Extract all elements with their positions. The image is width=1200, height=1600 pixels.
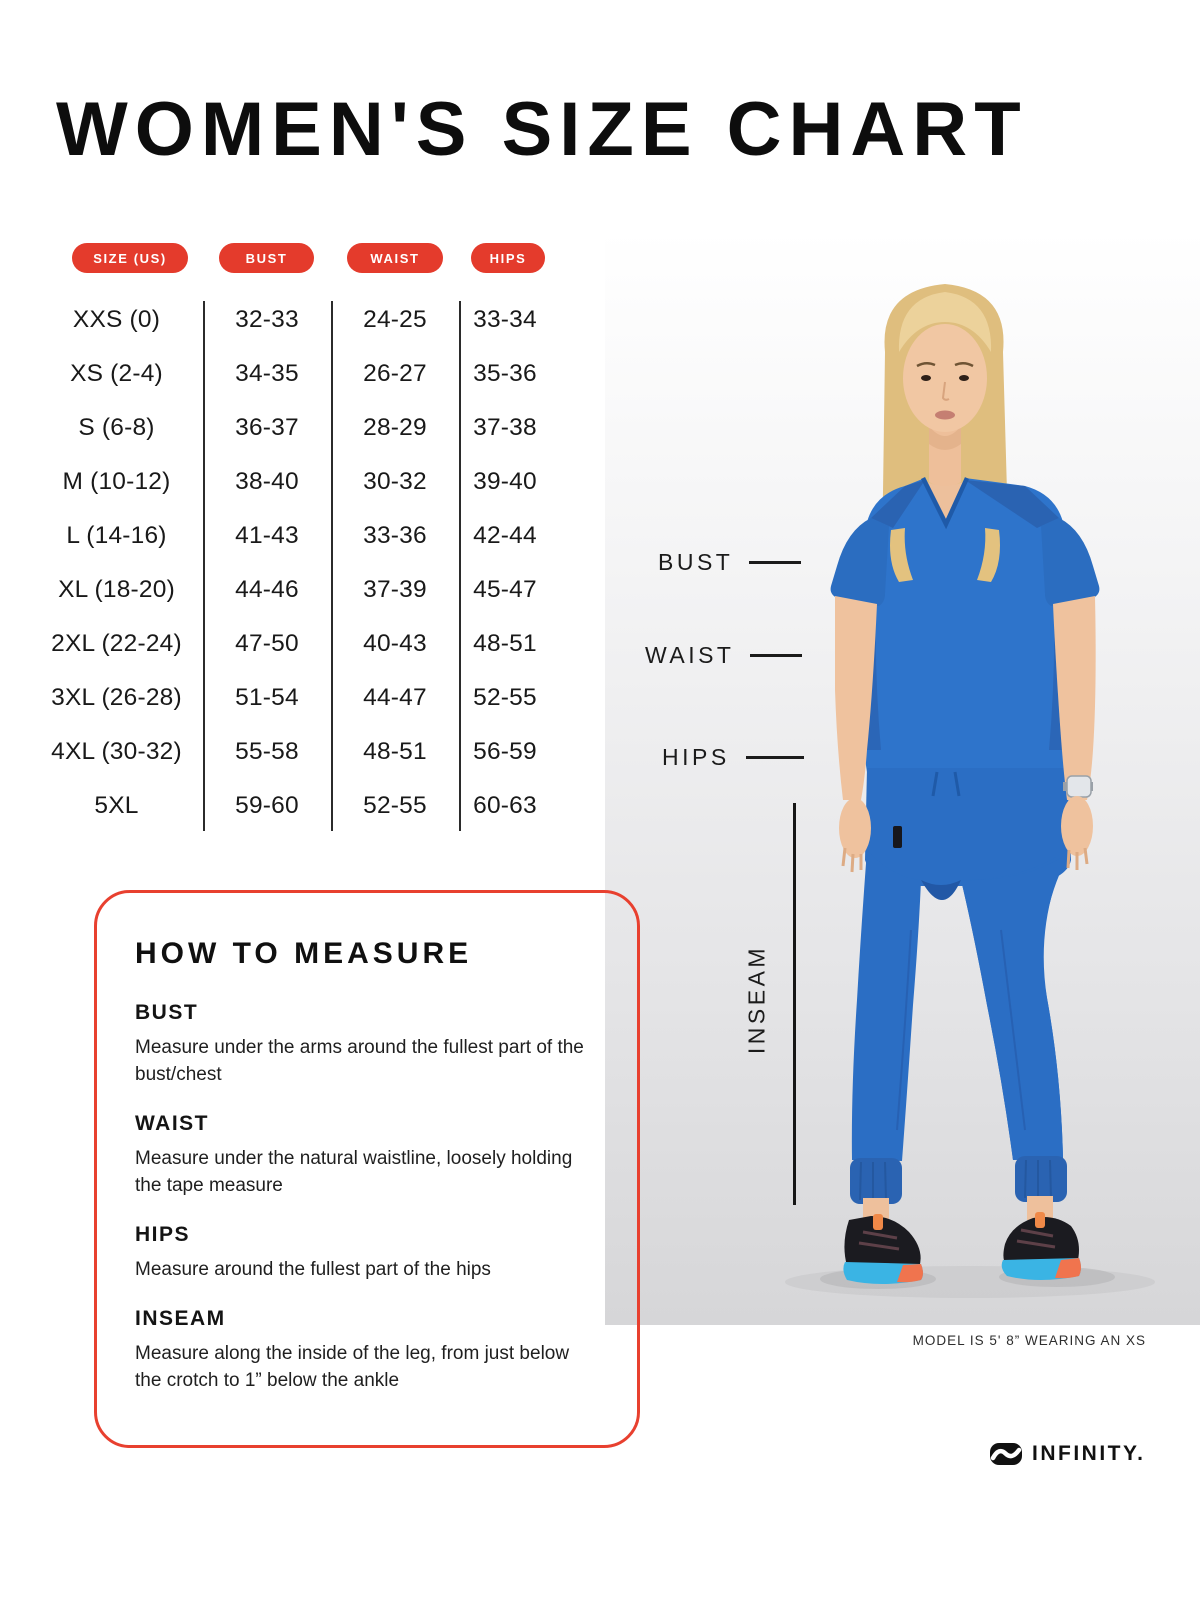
infinity-icon bbox=[990, 1443, 1022, 1465]
cell-hips: 37-38 bbox=[473, 414, 537, 441]
cell-size: 4XL (30-32) bbox=[51, 738, 182, 765]
hips-pointer-label: HIPS bbox=[662, 744, 730, 770]
cell-waist: 26-27 bbox=[363, 360, 427, 387]
measure-section-text-inseam: Measure along the inside of the leg, from just below the crotch to 1” below the ankle bbox=[135, 1343, 570, 1391]
how-to-measure-title: HOW TO MEASURE bbox=[135, 937, 473, 970]
table-row bbox=[30, 779, 551, 833]
cell-bust: 34-35 bbox=[235, 360, 299, 387]
cell-waist: 28-29 bbox=[363, 414, 427, 441]
cell-waist: 52-55 bbox=[363, 792, 427, 819]
table-divider bbox=[203, 301, 205, 831]
bust-pointer-label: BUST bbox=[658, 549, 734, 575]
bust-pointer bbox=[658, 549, 801, 576]
cell-size: XS (2-4) bbox=[70, 360, 163, 387]
bust-pointer-line bbox=[749, 561, 801, 564]
measure-section-label-inseam: INSEAM bbox=[135, 1307, 226, 1330]
hips-pointer-line bbox=[746, 756, 804, 759]
cell-size: XXS (0) bbox=[72, 306, 161, 333]
cell-size: XL (18-20) bbox=[58, 576, 175, 603]
cell-waist: 30-32 bbox=[363, 468, 427, 495]
table-row bbox=[30, 617, 551, 671]
cell-bust: 59-60 bbox=[235, 792, 299, 819]
table-row bbox=[30, 401, 551, 455]
table-divider bbox=[459, 301, 461, 831]
measure-section-text-hips: Measure around the fullest part of the hips bbox=[135, 1259, 491, 1280]
cell-waist: 37-39 bbox=[363, 576, 427, 603]
measure-section-label-bust: BUST bbox=[135, 1001, 199, 1024]
cell-bust: 38-40 bbox=[235, 468, 299, 495]
cell-bust: 47-50 bbox=[235, 630, 299, 657]
model-illustration bbox=[605, 230, 1200, 1325]
brand-wordmark: INFINITY. bbox=[1032, 1442, 1146, 1465]
cell-waist: 40-43 bbox=[363, 630, 427, 657]
cell-size: 3XL (26-28) bbox=[51, 684, 182, 711]
measure-section-label-hips: HIPS bbox=[135, 1223, 191, 1246]
cell-size: M (10-12) bbox=[62, 468, 171, 495]
cell-bust: 41-43 bbox=[235, 522, 299, 549]
cell-bust: 32-33 bbox=[235, 306, 299, 333]
measure-section-text-waist: Measure under the natural waistline, loosely holding the tape measure bbox=[135, 1148, 573, 1196]
waist-pointer bbox=[645, 642, 802, 669]
cell-size: L (14-16) bbox=[66, 522, 167, 549]
hips-pointer bbox=[662, 744, 804, 771]
cell-hips: 39-40 bbox=[473, 468, 537, 495]
inseam-pointer-line bbox=[793, 803, 796, 1205]
header-pill-hips: HIPS bbox=[471, 243, 545, 273]
cell-bust: 36-37 bbox=[235, 414, 299, 441]
cell-waist: 33-36 bbox=[363, 522, 427, 549]
cell-hips: 45-47 bbox=[473, 576, 537, 603]
cell-size: 2XL (22-24) bbox=[51, 630, 182, 657]
cell-hips: 52-55 bbox=[473, 684, 537, 711]
size-table-body bbox=[30, 293, 551, 833]
table-row bbox=[30, 347, 551, 401]
cell-size: S (6-8) bbox=[78, 414, 155, 441]
cell-waist: 24-25 bbox=[363, 306, 427, 333]
cell-hips: 35-36 bbox=[473, 360, 537, 387]
table-row bbox=[30, 455, 551, 509]
cell-hips: 48-51 bbox=[473, 630, 537, 657]
table-row bbox=[30, 725, 551, 779]
cell-hips: 56-59 bbox=[473, 738, 537, 765]
measure-section-text-bust: Measure under the arms around the fullest part of the bust/chest bbox=[135, 1037, 584, 1085]
table-row bbox=[30, 671, 551, 725]
model-caption: MODEL IS 5' 8” WEARING AN XS bbox=[912, 1333, 1146, 1348]
page-title: WOMEN'S SIZE CHART bbox=[56, 87, 1028, 172]
measure-section-label-waist: WAIST bbox=[135, 1112, 209, 1135]
model-photo bbox=[605, 230, 1200, 1325]
cell-hips: 33-34 bbox=[473, 306, 537, 333]
cell-waist: 44-47 bbox=[363, 684, 427, 711]
brand-logo bbox=[990, 1442, 1146, 1466]
waist-pointer-line bbox=[750, 654, 802, 657]
inseam-pointer-label: INSEAM bbox=[743, 944, 770, 1055]
cell-waist: 48-51 bbox=[363, 738, 427, 765]
cell-size: 5XL bbox=[94, 792, 139, 819]
how-to-measure-box bbox=[94, 890, 640, 1448]
cell-hips: 42-44 bbox=[473, 522, 537, 549]
waist-pointer-label: WAIST bbox=[645, 642, 735, 668]
cell-bust: 51-54 bbox=[235, 684, 299, 711]
header-pill-size: SIZE (US) bbox=[72, 243, 188, 273]
table-divider bbox=[331, 301, 333, 831]
table-row bbox=[30, 509, 551, 563]
table-row bbox=[30, 293, 551, 347]
cell-hips: 60-63 bbox=[473, 792, 537, 819]
cell-bust: 55-58 bbox=[235, 738, 299, 765]
cell-bust: 44-46 bbox=[235, 576, 299, 603]
table-row bbox=[30, 563, 551, 617]
header-pill-bust: BUST bbox=[219, 243, 314, 273]
header-pill-waist: WAIST bbox=[347, 243, 443, 273]
